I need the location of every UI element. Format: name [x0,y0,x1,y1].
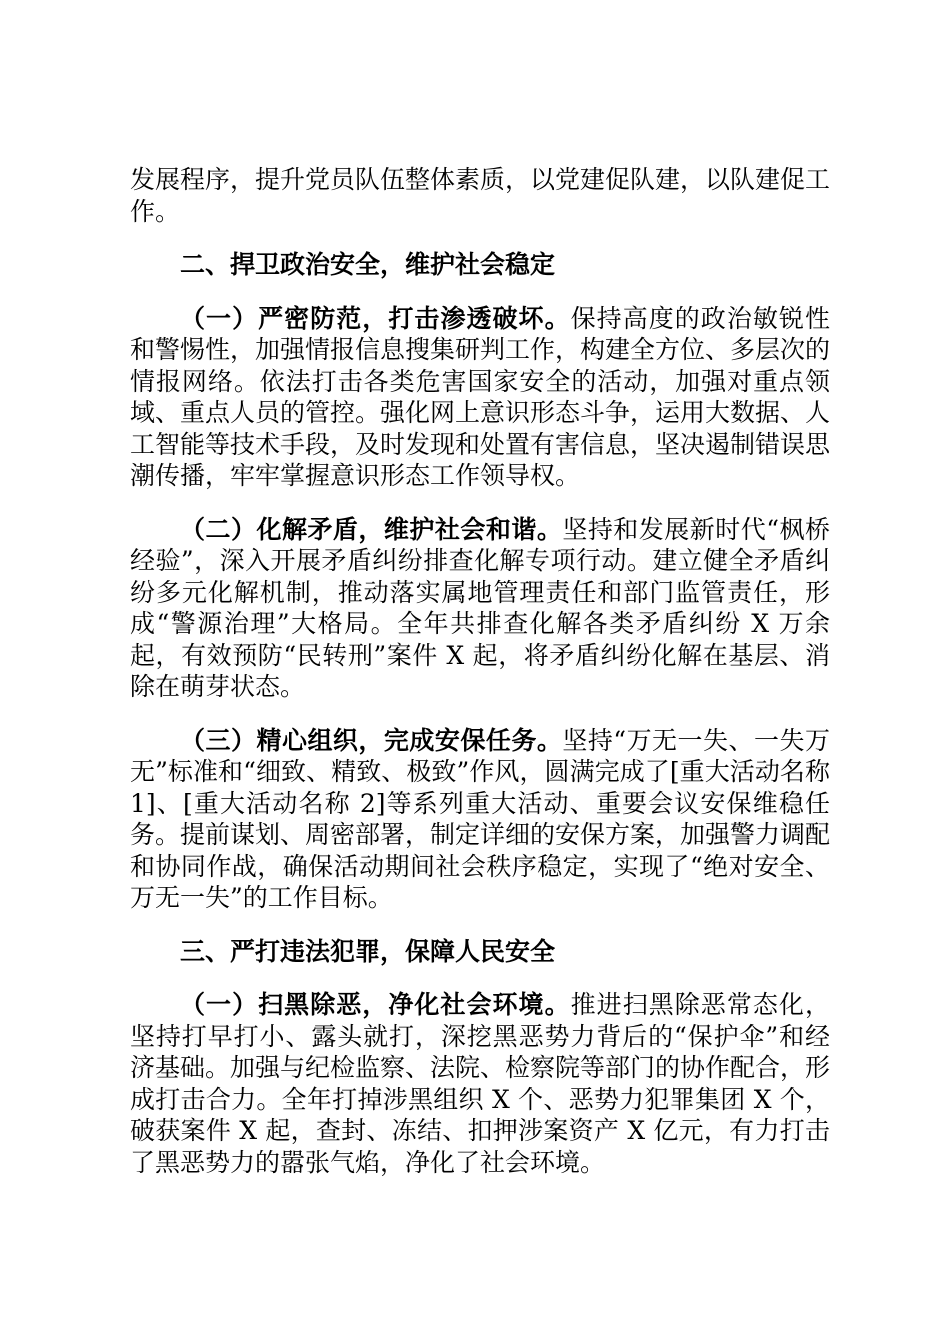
section-heading-political-security: 二、捍卫政治安全，维护社会稳定 [180,250,556,279]
paragraph-lead: （一）扫黑除恶，净化社会环境。 [180,990,571,1019]
paragraph-body: 保持高度的政治敏锐性和警惕性，加强情报信息搜集研判工作，构建全方位、多层次的情报网络。依法打击各类危害国家安全的活动，加强对重点领域、重点人员的管控。强化网上意识形态斗争，运用大数据、人工智能等技术手段，及时发现和处置有害信息，坚决遏制错误思潮传播，牢牢掌握意识形态工作领导权。 [130,303,831,490]
continuation-paragraph: 发展程序，提升党员队伍整体素质，以党建促队建，以队建促工作。 [130,165,831,226]
paragraph-resolve-conflicts [130,514,830,703]
document-page [130,164,830,1200]
paragraph-body: 坚持“万无一失、一失万无”标准和“细致、精致、极致”作风，圆满完成了[重大活动名称 1]、[重大活动名称 2]等系列重大活动、重要会议安保维稳任务。提前谋划、周密部署，制定详细的安保方案，加强警力调配和协同作战，确保活动期间社会秩序稳定，实现了“绝对安全、万无一失”的工作目标。 [130,725,831,912]
paragraph-lead: （二）化解矛盾，维护社会和谐。 [180,514,563,544]
paragraph-lead: （三）精心组织，完成安保任务。 [180,725,563,755]
paragraph-prevent-infiltration [130,303,830,492]
paragraph-body: 推进扫黑除恶常态化，坚持打早打小、露头就打，深挖黑恶势力背后的“保护伞”和经济基础。加强与纪检监察、法院、检察院等部门的协作配合，形成打击合力。全年打掉涉黑组织 X 个、恶势力犯罪集团 X 个，破获案件 X 起，查封、冻结、扣押涉案资产 X 亿元，有力打击了黑恶势力的嚣张气焰，净化了社会环境。 [130,990,831,1177]
paragraph-security-tasks [130,725,830,914]
paragraph-anti-gang [130,989,830,1178]
section-heading-crime-crackdown: 三、严打违法犯罪，保障人民安全 [180,936,556,966]
paragraph-lead: （一）严密防范，打击渗透破坏。 [180,303,571,333]
paragraph-body: 坚持和发展新时代“枫桥经验”，深入开展矛盾纠纷排查化解专项行动。建立健全矛盾纠纷多元化解机制，推动落实属地管理责任和部门监管责任，形成“警源治理”大格局。全年共排查化解各类矛盾纠纷 X 万余起，有效预防“民转刑”案件 X 起，将矛盾纠纷化解在基层、消除在萌芽状态。 [130,514,830,701]
